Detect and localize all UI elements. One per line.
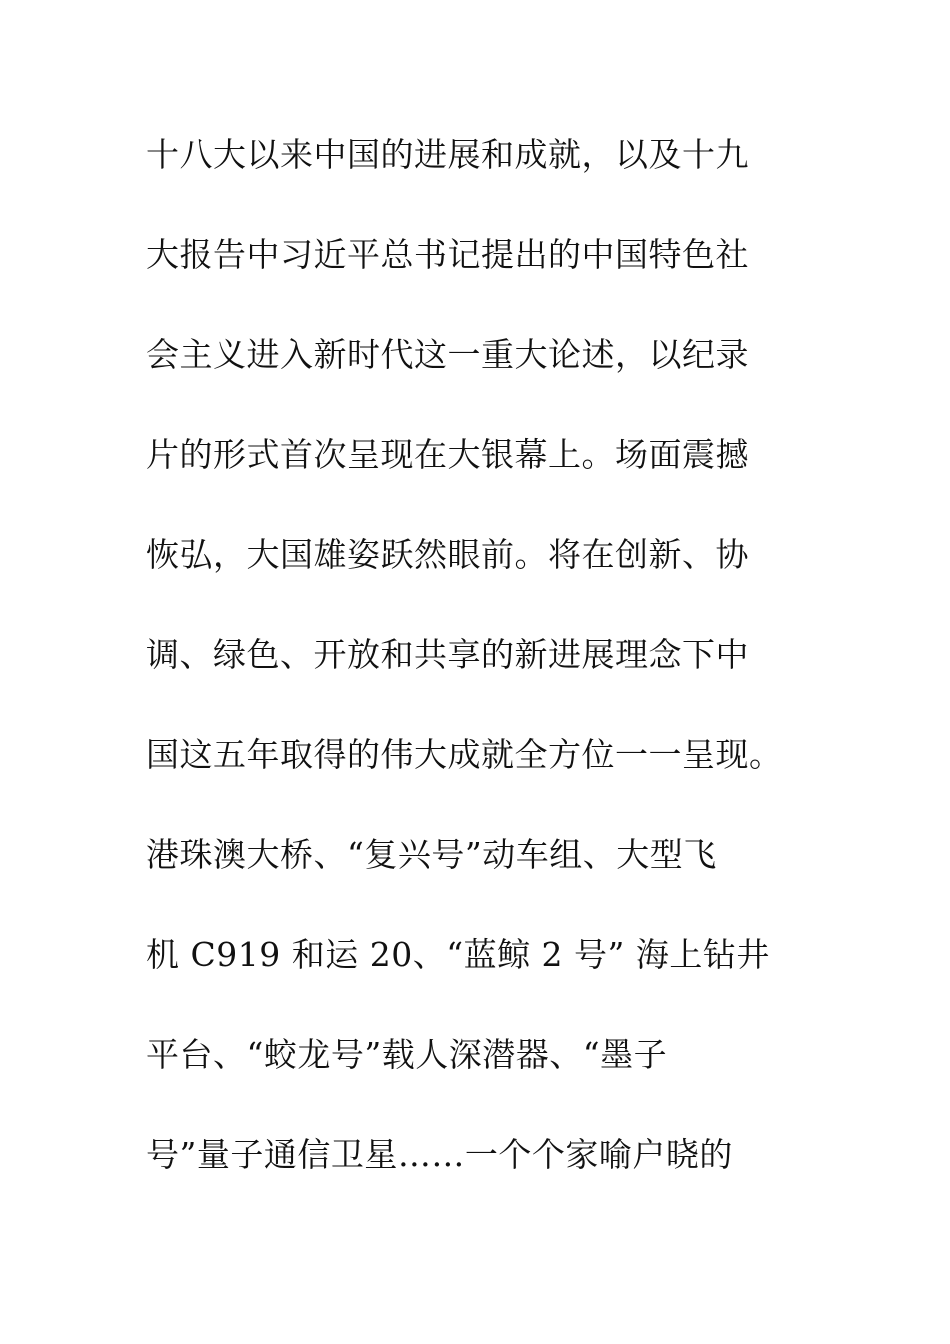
text-line: 号”量子通信卫星……一个个家喻户晓的 bbox=[146, 1135, 733, 1174]
text-line: 调、绿色、开放和共享的新进展理念下中 bbox=[146, 635, 749, 674]
text-line: 片的形式首次呈现在大银幕上。场面震撼 bbox=[146, 435, 749, 474]
text-line: 国这五年取得的伟大成就全方位一一呈现。 bbox=[146, 735, 783, 774]
text-line: 机 C919 和运 20、“蓝鲸 2 号” 海上钻井 bbox=[146, 935, 770, 974]
text-line: 平台、“蛟龙号”载人深潜器、“墨子 bbox=[146, 1035, 668, 1074]
text-line: 会主义进入新时代这一重大论述，以纪录 bbox=[146, 335, 749, 374]
text-line: 港珠澳大桥、“复兴号”动车组、大型飞 bbox=[146, 835, 717, 874]
body-text bbox=[146, 128, 846, 1228]
text-line: 恢弘，大国雄姿跃然眼前。将在创新、协 bbox=[146, 535, 749, 574]
text-line: 十八大以来中国的进展和成就，以及十九 bbox=[146, 135, 749, 174]
text-line: 大报告中习近平总书记提出的中国特色社 bbox=[146, 235, 749, 274]
